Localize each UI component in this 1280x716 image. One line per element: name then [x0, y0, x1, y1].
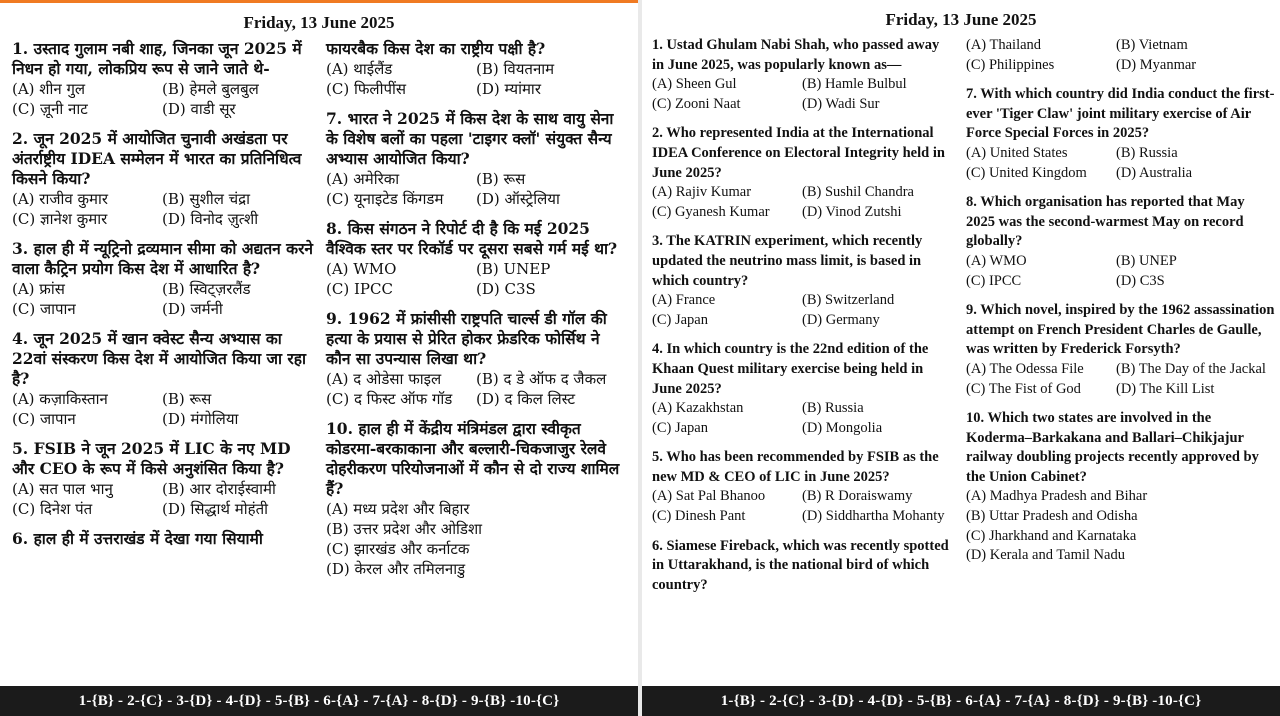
question-text: 7. भारत ने 2025 में किस देश के साथ वायु सेना के विशेष बलों का पहला 'टाइगर क्लॉ' संयुक्त सैन्य अभ्यास आयोजित किया?: [326, 109, 614, 168]
question-text: 8. किस संगठन ने रिपोर्ट दी है कि मई 2025 वैश्विक स्तर पर रिकॉर्ड पर दूसरा सबसे गर्म मई था?: [326, 219, 618, 258]
question-block: [966, 301, 1276, 399]
answer-option: (D) Mongolia: [802, 419, 883, 436]
question-text: 4. In which country is the 22nd edition of the Khaan Quest military exercise being held in June 2025?: [652, 341, 929, 397]
answer-option: (C) Zooni Naat: [652, 95, 741, 112]
answer-option: (D) द किल लिस्ट: [476, 390, 576, 408]
options-grid: [326, 59, 628, 99]
question-text: 9. 1962 में फ्रांसीसी राष्ट्रपति चार्ल्स डी गॉल की हत्या के प्रयास से प्रेरित होकर फ्रेडरिक फोर्सिथ ने कौन सा उपन्यास लिखा था?: [326, 309, 607, 368]
answer-option: (A) शीन गुल: [12, 80, 86, 98]
answer-option: (B) Russia: [1116, 144, 1178, 161]
question-text: फायरबैक किस देश का राष्ट्रीय पक्षी है?: [326, 39, 546, 58]
answer-option: (C) Gyanesh Kumar: [652, 203, 770, 220]
options-grid: [652, 75, 954, 114]
answer-option: (C) जापान: [12, 300, 76, 318]
answer-option: (A) द ओडेसा फाइल: [326, 370, 442, 388]
question-column: [652, 36, 954, 605]
answer-option: (B) Vietnam: [1116, 37, 1188, 53]
question-block: [966, 193, 1276, 291]
options-grid: [966, 252, 1276, 291]
answer-option: (D) Wadi Sur: [802, 95, 880, 112]
answer-option: (C) The Fist of God: [966, 380, 1081, 397]
question-text: 2. जून 2025 में आयोजित चुनावी अखंडता पर अंतर्राष्ट्रीय IDEA सम्मेलन में भारत का प्रतिनिधित्व किसने किया?: [12, 129, 302, 188]
answer-option: (D) Germany: [802, 311, 880, 328]
question-continuation: [966, 36, 1276, 75]
options-grid: [966, 487, 1276, 565]
answer-option: (A) France: [652, 292, 716, 309]
question-block: [326, 109, 628, 209]
answer-option: (C) IPCC: [966, 272, 1022, 289]
answer-option: (B) Russia: [802, 400, 864, 417]
options-grid: [12, 389, 314, 429]
question-block: [652, 340, 954, 438]
answer-option: (C) Dinesh Pant: [652, 508, 746, 525]
question-column: [326, 39, 628, 589]
answer-option: (A) Thailand: [966, 37, 1042, 53]
answer-option: (A) Rajiv Kumar: [652, 184, 752, 201]
answer-option: (B) Uttar Pradesh and Odisha: [966, 508, 1138, 525]
question-text: 10. हाल ही में केंद्रीय मंत्रिमंडल द्वारा स्वीकृत कोडरमा-बरकाकाना और बल्लारी-चिकजाजुर रेलवे दोहरीकरण परियोजनाओं में कौन से दो राज्य शामिल हैं?: [326, 419, 620, 498]
answer-option: (B) The Day of the Jackal: [1116, 360, 1266, 377]
answer-option: (D) केरल और तमिलनाडु: [326, 560, 466, 578]
answer-option: (A) WMO: [966, 252, 1027, 269]
answer-option: (D) Australia: [1116, 164, 1193, 181]
question-block: [12, 39, 314, 119]
question-text: 1. Ustad Ghulam Nabi Shah, who passed away in June 2025, was popularly known as—: [652, 37, 940, 73]
answer-option: (D) Siddhartha Mohanty: [802, 508, 945, 525]
options-grid: [652, 399, 954, 438]
answer-option: (B) रूस: [476, 170, 526, 188]
answer-option: (A) कज़ाकिस्तान: [12, 390, 108, 408]
answer-option: (A) Sat Pal Bhanoo: [652, 488, 766, 505]
question-text: 3. The KATRIN experiment, which recently updated the neutrino mass limit, is based in which country?: [652, 233, 923, 289]
answer-option: (A) थाईलैंड: [326, 60, 393, 78]
answer-option: (B) उत्तर प्रदेश और ओडिशा: [326, 520, 483, 538]
english-quiz-page: [642, 0, 1280, 716]
question-text: 2. Who represented India at the International IDEA Conference on Electoral Integrity held in June 2025?: [652, 125, 945, 181]
answer-option: (B) Hamle Bulbul: [802, 76, 907, 93]
question-block: [326, 219, 628, 299]
answer-option: (D) म्यांमार: [476, 80, 541, 98]
answer-option: (C) जापान: [12, 410, 76, 428]
answer-option: (D) Myanmar: [1116, 56, 1197, 73]
question-continuation: [326, 39, 628, 99]
answer-option: (C) झारखंड और कर्नाटक: [326, 540, 470, 558]
question-text: 10. Which two states are involved in the Koderma–Barkakana and Ballari–Chikjajur railway doubling projects recently approved by the Union Cabinet?: [966, 410, 1259, 485]
answer-option: (A) मध्य प्रदेश और बिहार: [326, 500, 470, 518]
answer-option: (C) दिनेश पंत: [12, 500, 93, 518]
answer-option: (B) आर दोराईस्वामी: [162, 480, 276, 498]
question-block: [652, 36, 954, 114]
answer-key-bar: 1-{B} - 2-{C} - 3-{D} - 4-{D} - 5-{B} - 6-{A} - 7-{A} - 8-{D} - 9-{B} -10-{C}: [0, 686, 638, 716]
answer-option: (A) सत पाल भानु: [12, 480, 113, 498]
answer-option: (B) स्विट्ज़रलैंड: [162, 280, 251, 298]
answer-option: (B) द डे ऑफ द जैकल: [476, 370, 607, 388]
answer-option: (B) रूस: [162, 390, 212, 408]
answer-option: (B) Switzerland: [802, 292, 895, 309]
answer-option: (A) Kazakhstan: [652, 400, 744, 417]
answer-option: (A) राजीव कुमार: [12, 190, 108, 208]
answer-option: (B) UNEP: [476, 260, 551, 278]
answer-option: (C) Japan: [652, 419, 708, 436]
answer-option: (D) Kerala and Tamil Nadu: [966, 547, 1125, 564]
question-block: [12, 329, 314, 429]
options-grid: [12, 189, 314, 229]
question-column: [966, 36, 1276, 576]
options-grid: [326, 499, 628, 579]
answer-option: (D) विनोद ज़ुत्शी: [162, 210, 259, 228]
options-grid: [652, 183, 954, 222]
answer-option: (C) ज्ञानेश कुमार: [12, 210, 108, 228]
answer-option: (B) R Doraiswamy: [802, 488, 913, 505]
page-date: Friday, 13 June 2025: [243, 13, 395, 32]
question-text: 5. FSIB ने जून 2025 में LIC के नए MD और CEO के रूप में किसे अनुशंसित किया है?: [12, 439, 291, 478]
question-block: [652, 232, 954, 330]
question-block: [652, 537, 954, 596]
question-block: [12, 239, 314, 319]
options-grid: [326, 259, 628, 299]
question-block: [12, 439, 314, 519]
question-text: 4. जून 2025 में खान क्वेस्ट सैन्य अभ्यास का 22वां संस्करण किस देश में आयोजित किया जा रहा है?: [12, 329, 306, 388]
options-grid: [12, 279, 314, 319]
answer-option: (D) Vinod Zutshi: [802, 203, 902, 220]
answer-option: (D) C3S: [476, 280, 536, 298]
answer-option: (D) वाडी सूर: [162, 100, 236, 118]
answer-option: (D) मंगोलिया: [162, 410, 239, 428]
answer-option: (B) सुशील चंद्रा: [162, 190, 251, 208]
answer-option: (A) WMO: [326, 260, 397, 278]
answer-option: (C) द फिस्ट ऑफ गॉड: [326, 390, 453, 408]
question-block: [12, 129, 314, 229]
answer-option: (B) वियतनाम: [476, 60, 555, 78]
answer-option: (C) Japan: [652, 311, 708, 328]
answer-option: (A) फ्रांस: [12, 280, 65, 298]
question-block: [326, 419, 628, 579]
options-grid: [652, 291, 954, 330]
question-column: [12, 39, 314, 559]
answer-option: (B) हेमले बुलबुल: [162, 80, 259, 98]
answer-option: (C) यूनाइटेड किंगडम: [326, 190, 444, 208]
answer-option: (A) Madhya Pradesh and Bihar: [966, 488, 1148, 505]
answer-option: (A) Sheen Gul: [652, 76, 737, 93]
options-grid: [966, 36, 1276, 75]
hindi-quiz-page: [0, 0, 638, 716]
question-text: 6. Siamese Fireback, which was recently spotted in Uttarakhand, is the national bird of which country?: [652, 537, 949, 593]
question-block: [966, 85, 1276, 183]
answer-option: (C) Jharkhand and Karnataka: [966, 527, 1137, 544]
question-text: 3. हाल ही में न्यूट्रिनो द्रव्यमान सीमा को अद्यतन करने वाला कैट्रिन प्रयोग किस देश में आधारित है?: [12, 239, 314, 278]
answer-option: (D) The Kill List: [1116, 380, 1215, 397]
question-block: [326, 309, 628, 409]
options-grid: [326, 169, 628, 209]
answer-key-bar: 1-{B} - 2-{C} - 3-{D} - 4-{D} - 5-{B} - 6-{A} - 7-{A} - 8-{D} - 9-{B} -10-{C}: [642, 686, 1280, 716]
options-grid: [966, 360, 1276, 399]
answer-option: (C) Philippines: [966, 56, 1055, 73]
question-text: 6. हाल ही में उत्तराखंड में देखा गया सियामी: [12, 529, 263, 548]
options-grid: [12, 79, 314, 119]
answer-option: (C) IPCC: [326, 280, 393, 298]
answer-option: (A) The Odessa File: [966, 360, 1084, 377]
options-grid: [326, 369, 628, 409]
question-block: [652, 448, 954, 526]
question-text: 9. Which novel, inspired by the 1962 assassination attempt on French President Charles de Gaulle, was written by Frederick Forsyth?: [966, 302, 1275, 358]
answer-option: (C) United Kingdom: [966, 164, 1087, 181]
options-grid: [966, 144, 1276, 183]
page-date: Friday, 13 June 2025: [885, 10, 1037, 29]
question-text: 8. Which organisation has reported that May 2025 was the second-warmest May on record globally?: [966, 194, 1245, 250]
answer-option: (C) फिलीपींस: [326, 80, 406, 98]
options-grid: [652, 487, 954, 526]
question-text: 1. उस्ताद गुलाम नबी शाह, जिनका जून 2025 में निधन हो गया, लोकप्रिय रूप से जाने जाते थे-: [12, 39, 302, 78]
question-block: [12, 529, 314, 549]
answer-option: (A) अमेरिका: [326, 170, 400, 188]
answer-option: (D) ऑस्ट्रेलिया: [476, 190, 560, 208]
question-text: 5. Who has been recommended by FSIB as the new MD & CEO of LIC in June 2025?: [652, 449, 939, 485]
answer-option: (B) Sushil Chandra: [802, 184, 914, 201]
question-block: [652, 124, 954, 222]
answer-option: (D) जर्मनी: [162, 300, 223, 318]
answer-option: (B) UNEP: [1116, 252, 1177, 269]
answer-option: (A) United States: [966, 144, 1068, 161]
question-block: [966, 409, 1276, 566]
answer-option: (D) सिद्धार्थ मोहंती: [162, 500, 269, 518]
answer-option: (C) ज़ूनी नाट: [12, 100, 88, 118]
options-grid: [12, 479, 314, 519]
answer-option: (D) C3S: [1116, 272, 1165, 289]
question-text: 7. With which country did India conduct the first-ever 'Tiger Claw' joint military exercise of Air Force Special Forces in 2025?: [966, 86, 1275, 142]
